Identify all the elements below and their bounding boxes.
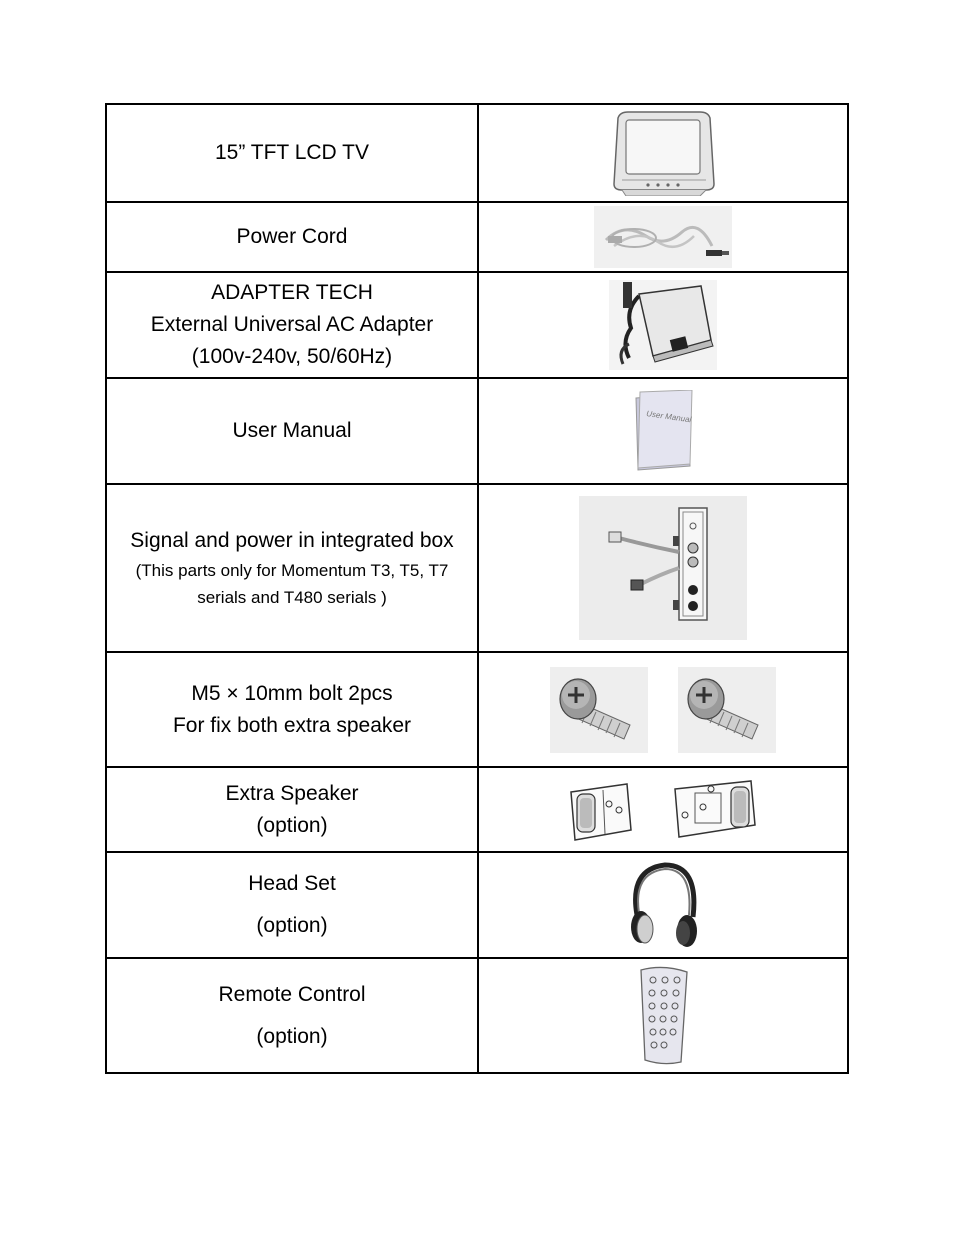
item-option: (option) — [256, 914, 328, 937]
item-option: (option) — [256, 813, 328, 837]
item-label-cell — [106, 852, 478, 958]
item-label-cell — [106, 378, 478, 484]
item-name: User Manual — [232, 419, 352, 442]
item-image-cell — [478, 767, 848, 852]
item-description: External Universal AC Adapter — [150, 313, 434, 336]
item-name: Remote Control — [218, 982, 366, 1006]
item-image-cell — [478, 652, 848, 767]
manual-cover-text: User Manual — [645, 409, 692, 425]
table-row — [106, 202, 848, 272]
lcd-tv-icon — [608, 110, 718, 196]
power-cord-icon — [594, 206, 732, 268]
item-label-cell — [106, 484, 478, 652]
extra-speaker-icon — [671, 779, 759, 841]
table-row — [106, 272, 848, 378]
item-image-cell — [478, 378, 848, 484]
package-contents-table — [105, 103, 849, 1074]
item-note: (This parts only for Momentum T3, T5, T7 — [135, 561, 449, 580]
item-name: Extra Speaker — [225, 781, 359, 805]
table-row — [106, 652, 848, 767]
bolt-icon — [678, 667, 776, 753]
item-label-cell — [106, 767, 478, 852]
item-name: Head Set — [248, 872, 336, 895]
item-label-cell — [106, 202, 478, 272]
item-spec: (100v-240v, 50/60Hz) — [191, 345, 393, 368]
table-row — [106, 767, 848, 852]
item-name: M5 × 10mm bolt 2pcs — [191, 681, 393, 705]
item-label-cell — [106, 272, 478, 378]
item-option: (option) — [256, 1024, 328, 1048]
item-name: ADAPTER TECH — [211, 281, 373, 304]
table-row — [106, 378, 848, 484]
item-image-cell — [478, 852, 848, 958]
item-image-cell — [478, 484, 848, 652]
bolt-icon — [550, 667, 648, 753]
table-row — [106, 852, 848, 958]
item-image-cell — [478, 958, 848, 1073]
item-label-cell — [106, 104, 478, 202]
extra-speaker-icon — [567, 774, 637, 846]
item-label-cell — [106, 958, 478, 1073]
item-name: Signal and power in integrated box — [130, 529, 454, 552]
item-note: serials and T480 serials ) — [197, 588, 387, 607]
item-image-cell — [478, 272, 848, 378]
headset-icon — [623, 859, 703, 951]
table-row — [106, 104, 848, 202]
item-description: For fix both extra speaker — [172, 713, 412, 737]
table-row — [106, 484, 848, 652]
ac-adapter-icon — [609, 280, 717, 370]
item-image-cell — [478, 104, 848, 202]
item-image-cell — [478, 202, 848, 272]
item-name: Power Cord — [236, 225, 348, 248]
item-label-cell — [106, 652, 478, 767]
remote-control-icon — [633, 966, 693, 1066]
table-row — [106, 958, 848, 1073]
user-manual-icon — [632, 390, 694, 472]
integrated-box-icon — [579, 496, 747, 640]
item-name: 15” TFT LCD TV — [214, 141, 370, 164]
